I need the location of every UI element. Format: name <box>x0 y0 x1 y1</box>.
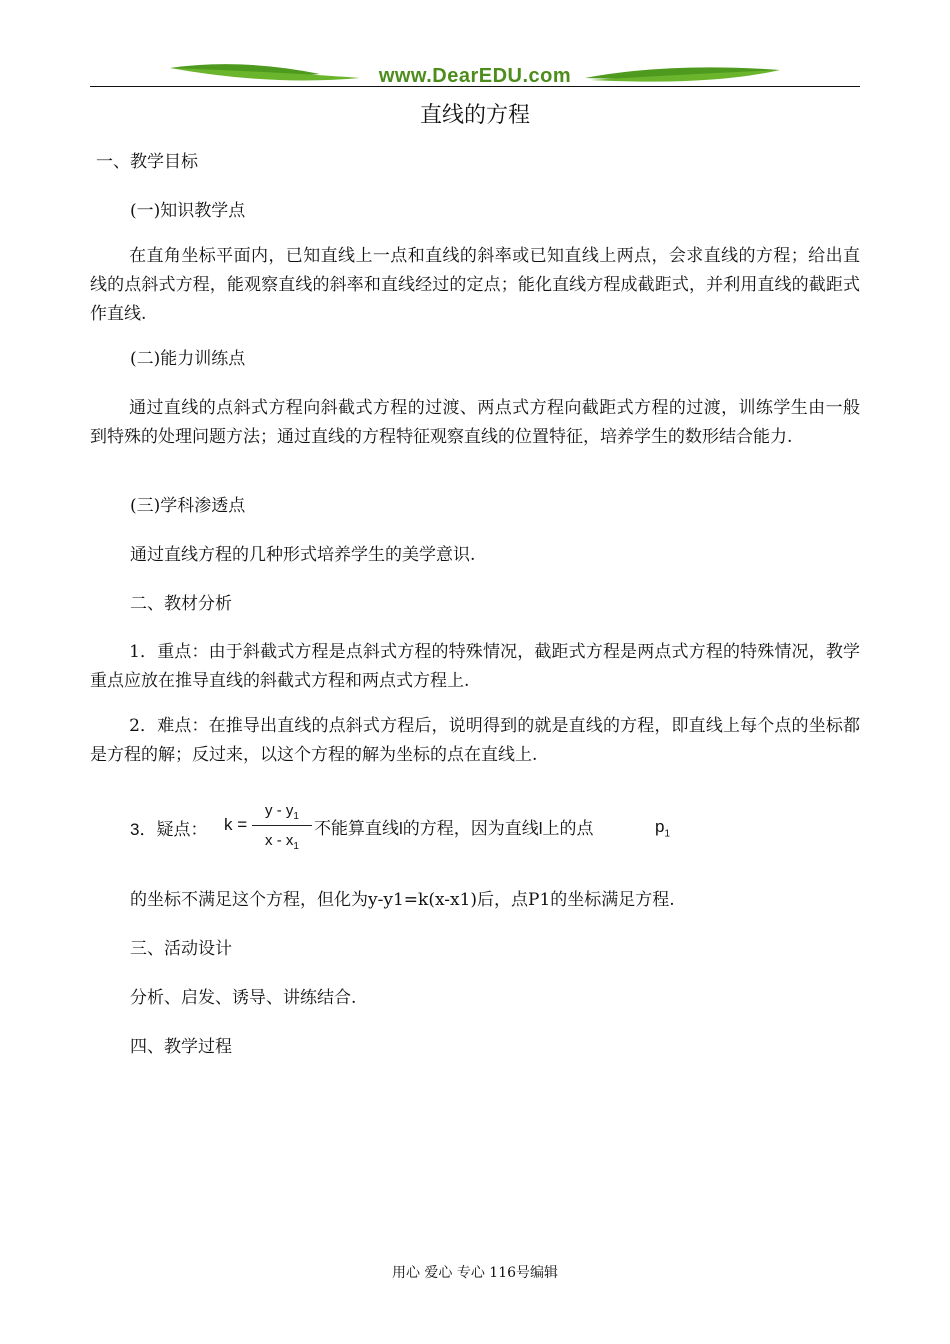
fraction <box>252 802 312 852</box>
paragraph-key-point: 1．重点：由于斜截式方程是点斜式方程的特殊情况，截距式方程是两点式方程的特殊情况，教学重点应放在推导直线的斜截式方程和两点式方程上. <box>90 642 860 691</box>
subsection-heading-subject: (三)学科渗透点 <box>130 496 246 516</box>
section-heading-1: 一、教学目标 <box>96 152 198 172</box>
section-heading-2: 二、教材分析 <box>130 594 232 614</box>
subsection-heading-ability: (二)能力训练点 <box>130 349 246 369</box>
paragraph-activity: 分析、启发、诱导、讲练结合. <box>130 988 357 1008</box>
paragraph-subject: 通过直线方程的几种形式培养学生的美学意识. <box>130 545 476 565</box>
formula-prefix: 3．疑点： <box>130 820 208 839</box>
fraction-denominator: x - $x_1$ <box>265 832 299 852</box>
formula-lhs: k = <box>224 815 248 834</box>
section-heading-3: 三、活动设计 <box>130 939 232 959</box>
paragraph-knowledge: 在直角坐标平面内，已知直线上一点和直线的斜率或已知直线上两点，会求直线的方程；给出直线的点斜式方程，能观察直线的斜率和直线经过的定点；能化直线方程成截距式，并利用直线的截距式作直线. <box>90 246 860 324</box>
formula-doubt <box>130 802 730 862</box>
page-footer: 用心 爱心 专心 116号编辑 <box>391 1265 559 1281</box>
header-rule <box>90 86 860 87</box>
paragraph-difficulty: 2．难点：在推导出直线的点斜式方程后，说明得到的就是直线的方程，即直线上每个点的坐标都是方程的解；反过来，以这个方程的解为坐标的点在直线上. <box>90 716 860 765</box>
page-title: 直线的方程 <box>419 103 530 128</box>
section-heading-4: 四、教学过程 <box>130 1037 232 1057</box>
paragraph-ability: 通过直线的点斜式方程向斜截式方程的过渡、两点式方程向截距式方程的过渡，训练学生由一般到特殊的处理问题方法；通过直线的方程特征观察直线的位置特征，培养学生的数形结合能力. <box>90 398 860 447</box>
formula-point: $p_1$ <box>655 817 671 840</box>
formula-suffix: 不能算直线l的方程，因为直线l上的点 <box>314 819 594 838</box>
subsection-heading-knowledge: (一)知识教学点 <box>130 201 246 221</box>
site-logo-text: www.DearEDU.com <box>378 65 572 87</box>
paragraph-doubt-continued: 的坐标不满足这个方程，但化为y-y1=k(x-x1)后，点P1的坐标满足方程. <box>130 890 675 910</box>
fraction-numerator: y - $y_1$ <box>265 802 299 822</box>
